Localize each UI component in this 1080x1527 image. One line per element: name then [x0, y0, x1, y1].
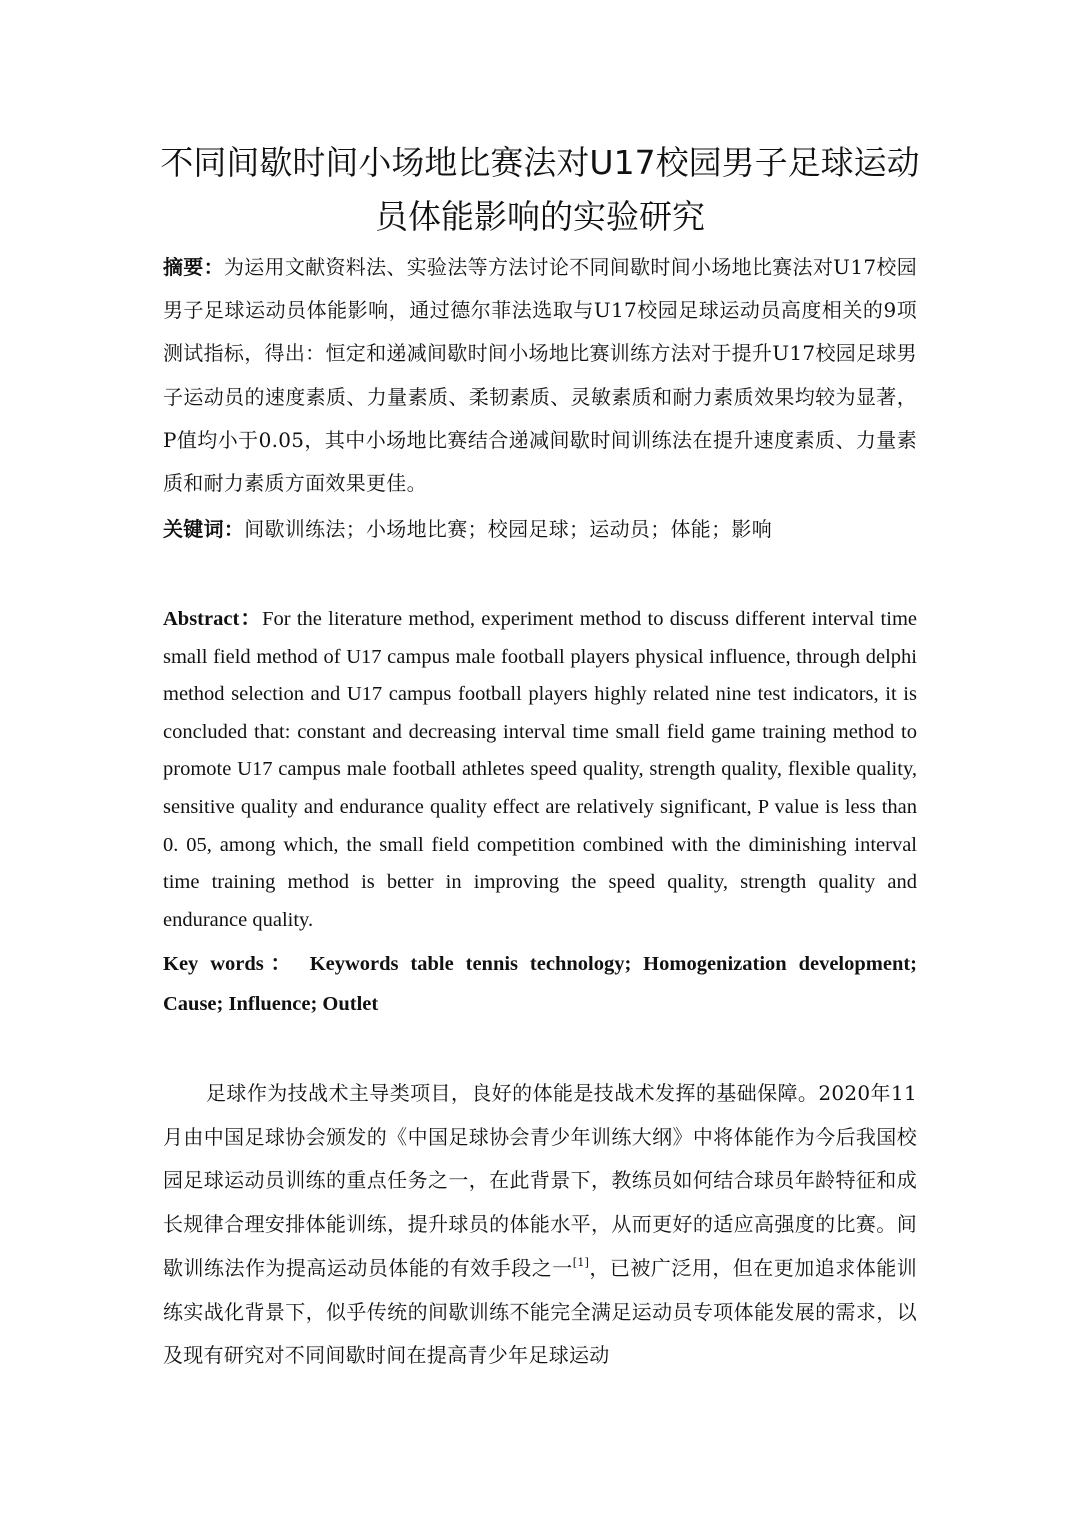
abstract-cn: [163, 246, 917, 505]
keywords-cn-label: 关键词：: [163, 517, 245, 541]
keywords-en: [163, 944, 917, 1024]
body-paragraph: [163, 1072, 917, 1378]
abstract-en-text: For the literature method, experiment method to discuss different interval time small field method of U17 campus male football players physical influence, through delphi method selection and U17 campus football players highly related nine test indicators, it is concluded that: constant and decreasing interval time small field game training method to promote U17 campus male football athletes speed quality, strength quality, flexible quality, sensitive quality and endurance quality effect are relatively significant, P value is less than 0. 05, among which, the small field competition combined with the diminishing interval time training method is better in improving the speed quality, strength quality and endurance quality.: [163, 608, 917, 931]
body-text-part2: ，已被广泛用，但在更加追求体能训练实战化背景下，似乎传统的间歇训练不能完全满足运动员专项体能发展的需求，以及现有研究对不同间歇时间在提高青少年足球运动: [163, 1255, 917, 1368]
keywords-cn-text: 间歇训练法；小场地比赛；校园足球；运动员；体能；影响: [244, 517, 773, 541]
paper-title: 不同间歇时间小场地比赛法对U17校园男子足球运动员体能影响的实验研究: [160, 143, 920, 236]
keywords-cn: [163, 508, 917, 551]
abstract-en: [163, 601, 917, 939]
keywords-en-text: Keywords table tennis technology; Homogenization development; Cause; Influence; Outlet: [163, 953, 917, 1015]
abstract-cn-text: 为运用文献资料法、实验法等方法讨论不同间歇时间小场地比赛法对U17校园男子足球运动员体能影响，通过德尔菲法选取与U17校园足球运动员高度相关的9项测试指标，得出：恒定和递减间歇时间小场地比赛训练方法对于提升U17校园足球男子运动员的速度素质、力量素质、柔韧素质、灵敏素质和耐力素质效果均较为显著，P值均小于0.05，其中小场地比赛结合递减间歇时间训练法在提升速度素质、力量素质和耐力素质方面效果更佳。: [163, 255, 917, 496]
citation-ref[interactable]: [1]: [572, 1255, 590, 1269]
body-text-part1: 足球作为技战术主导类项目，良好的体能是技战术发挥的基础保障。2020年11月由中国足球协会颁发的《中国足球协会青少年训练大纲》中将体能作为今后我国校园足球运动员训练的重点任务之一，在此背景下，教练员如何结合球员年龄特征和成长规律合理安排体能训练，提升球员的体能水平，从而更好的适应高强度的比赛。间歇训练法作为提高运动员体能的有效手段之一: [163, 1081, 917, 1280]
keywords-en-label: Key words：: [163, 953, 298, 975]
abstract-en-label: Abstract：: [163, 608, 263, 630]
abstract-cn-label: 摘要：: [163, 255, 224, 279]
